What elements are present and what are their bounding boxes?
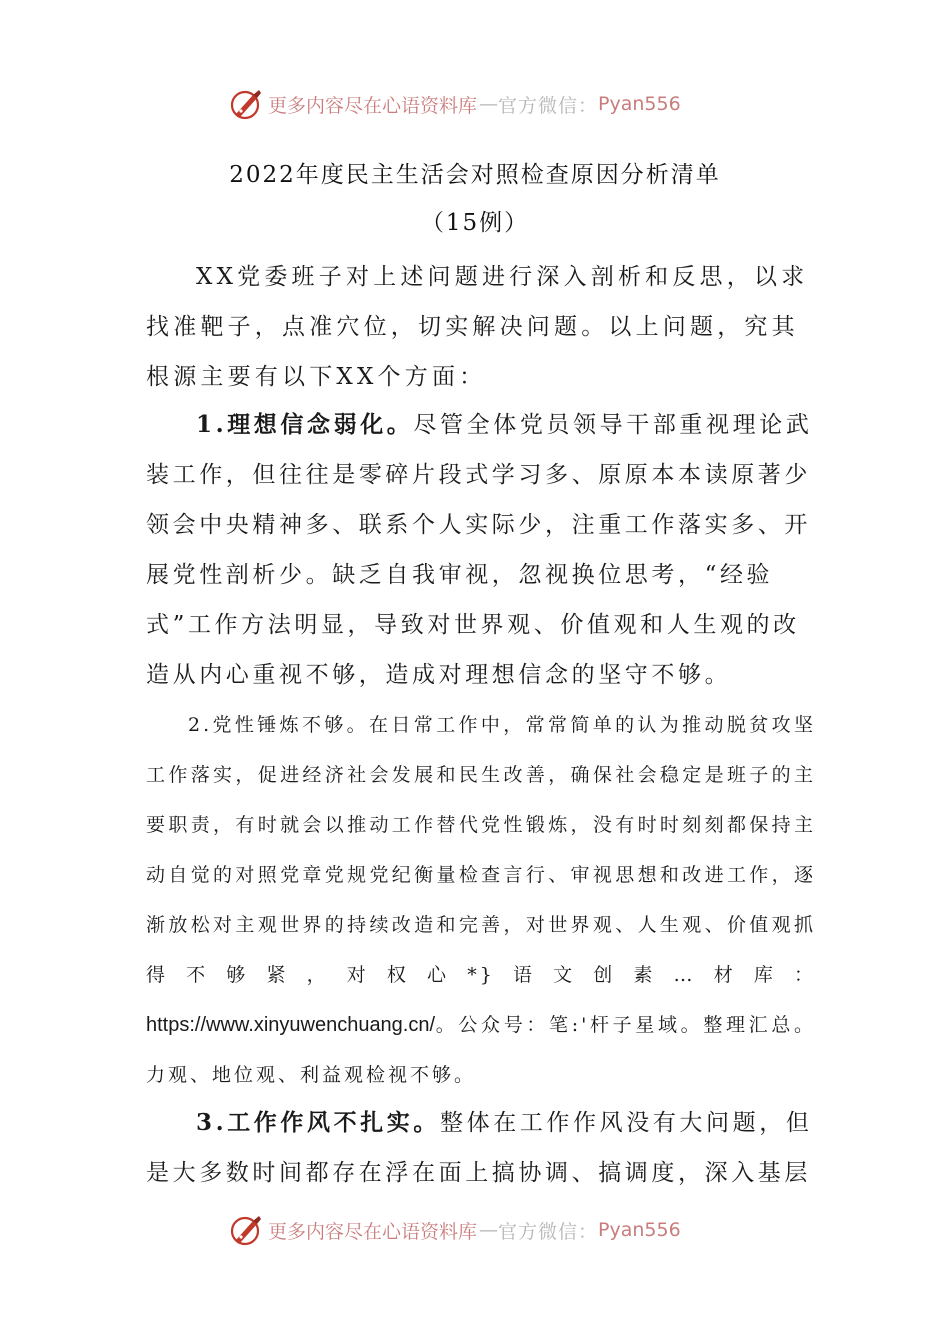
banner-wechat-id: Pyan556 [598, 1219, 681, 1241]
paragraph-3-body: 整体在工作作风没有大问题，但是大多数时间都存在浮在面上搞协调、搞调度，深入基层 [146, 1110, 813, 1186]
banner-dash: — [479, 1219, 497, 1241]
source-url: https://www.xinyuwenchuang.cn/ [146, 1014, 436, 1036]
intro-paragraph: XX党委班子对上述问题进行深入剖析和反思，以求找准靶子，点准穴位，切实解决问题。以上问题，究其根源主要有以下XX个方面： [146, 264, 809, 390]
document-title: 2022年度民主生活会对照检查原因分析清单 [229, 162, 721, 188]
paragraph-2-text-a: 2.党性锤炼不够。在日常工作中，常常简单的认为推动脱贫攻坚工作落实，促进经济社会发展和民生改善，确保社会稳定是班子的主要职责，有时就会以推动工作替代党性锻炼，没有时时刻刻都保持主动自觉的对照党章党规党纪衡量检查言行、审视思想和改进工作，逐渐放松对主观世界的持续改造和完善，对世界观、人生观、价值观抓得不够紧，对权心*}语文创素…材库： [146, 714, 816, 986]
pen-nib-circle-icon [228, 1212, 264, 1248]
paragraph-3-heading: 3.工作作风不扎实。 [196, 1109, 441, 1136]
banner-official-label: 官方微信： [498, 1220, 599, 1243]
footer-watermark-banner [228, 1210, 681, 1250]
header-watermark-banner [228, 84, 681, 124]
banner-dash: — [479, 93, 497, 115]
pen-nib-circle-icon [228, 86, 264, 122]
paragraph-2-text-b: 。公众号：笔:'杆子星域。整理汇总。力观、地位观、利益观检视不够。 [146, 1014, 816, 1086]
paragraph-3 [146, 1098, 816, 1198]
paragraph-1 [146, 400, 816, 700]
banner-official-label: 官方微信： [498, 94, 599, 117]
banner-main-text: 更多内容尽在心语资料库 [268, 1220, 478, 1243]
banner-main-text: 更多内容尽在心语资料库 [268, 94, 478, 117]
paragraph-1-heading: 1.理想信念弱化。 [196, 411, 414, 438]
banner-wechat-id: Pyan556 [598, 93, 681, 115]
paragraph-2 [146, 700, 816, 1100]
document-subtitle: （15例） [420, 210, 530, 236]
paragraph-1-body: 尽管全体党员领导干部重视理论武装工作，但往往是零碎片段式学习多、原原本本读原著少领会中央精神多、联系个人实际少，注重工作落实多、开展党性剖析少。缺乏自我审视，忽视换位思考，“经验式”工作方法明显，导致对世界观、价值观和人生观的改造从内心重视不够，造成对理想信念的坚守不够。 [146, 412, 813, 688]
